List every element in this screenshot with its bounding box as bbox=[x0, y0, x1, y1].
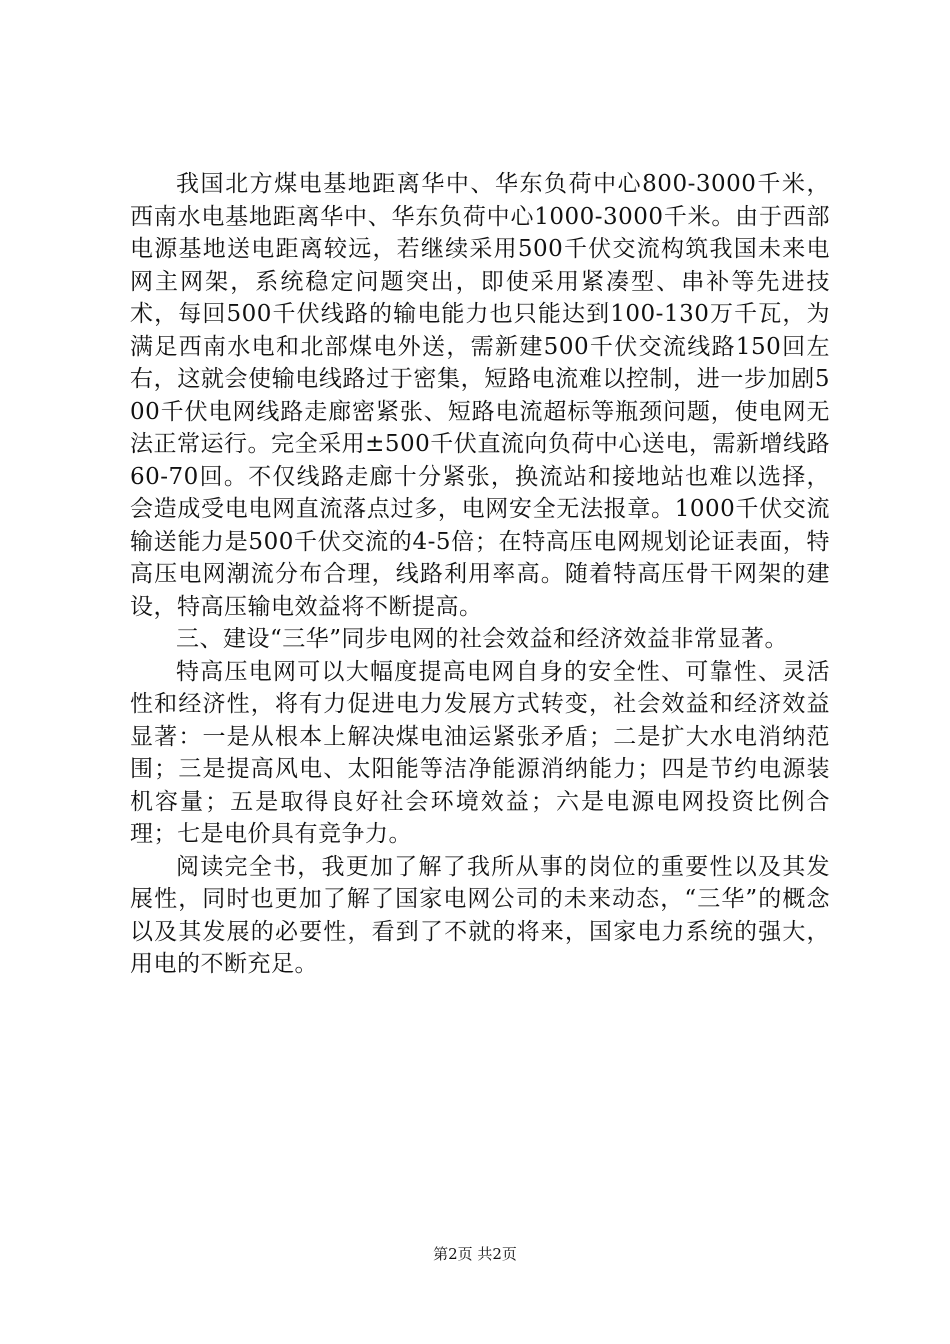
paragraph-reflection: 阅读完全书，我更加了解了我所从事的岗位的重要性以及其发展性，同时也更加了解了国家电网公司的未来动态，“三华”的概念以及其发展的必要性，看到了不就的将来，国家电力系统的强大，用电的不断充足。 bbox=[130, 853, 830, 977]
paragraph-power-transmission: 我国北方煤电基地距离华中、华东负荷中心800-3000千米，西南水电基地距离华中、华东负荷中心1000-3000千米。由于西部电源基地送电距离较远，若继续采用500千伏交流构筑我国未来电网主网架，系统稳定问题突出，即使采用紧凑型、串补等先进技术，每回500千伏线路的输电能力也只能达到100-130万千瓦，为满足西南水电和北部煤电外送，需新建500千伏交流线路150回左右，这就会使输电线路过于密集，短路电流难以控制，进一步加剧500千伏电网线路走廊密紧张、短路电流超标等瓶颈问题，使电网无法正常运行。完全采用±500千伏直流向负荷中心送电，需新增线路60-70回。不仅线路走廊十分紧张，换流站和接地站也难以选择，会造成受电电网直流落点过多，电网安全无法报章。1000千伏交流输送能力是500千伏交流的4-5倍；在特高压电网规划论证表面，特高压电网潮流分布合理，线路利用率高。随着特高压骨干网架的建设，特高压输电效益将不断提高。 bbox=[130, 171, 830, 620]
paragraph-section-heading: 三、建设“三华”同步电网的社会效益和经济效益非常显著。 bbox=[176, 626, 789, 652]
page-footer: 第2页 共2页 bbox=[433, 1245, 517, 1263]
paragraph-benefits: 特高压电网可以大幅度提高电网自身的安全性、可靠性、灵活性和经济性，将有力促进电力发展方式转变，社会效益和经济效益显著：一是从根本上解决煤电油运紧张矛盾；二是扩大水电消纳范围；三是提高风电、太阳能等洁净能源消纳能力；四是节约电源装机容量；五是取得良好社会环境效益；六是电源电网投资比例合理；七是电价具有竞争力。 bbox=[130, 658, 830, 847]
document-body bbox=[130, 168, 830, 981]
